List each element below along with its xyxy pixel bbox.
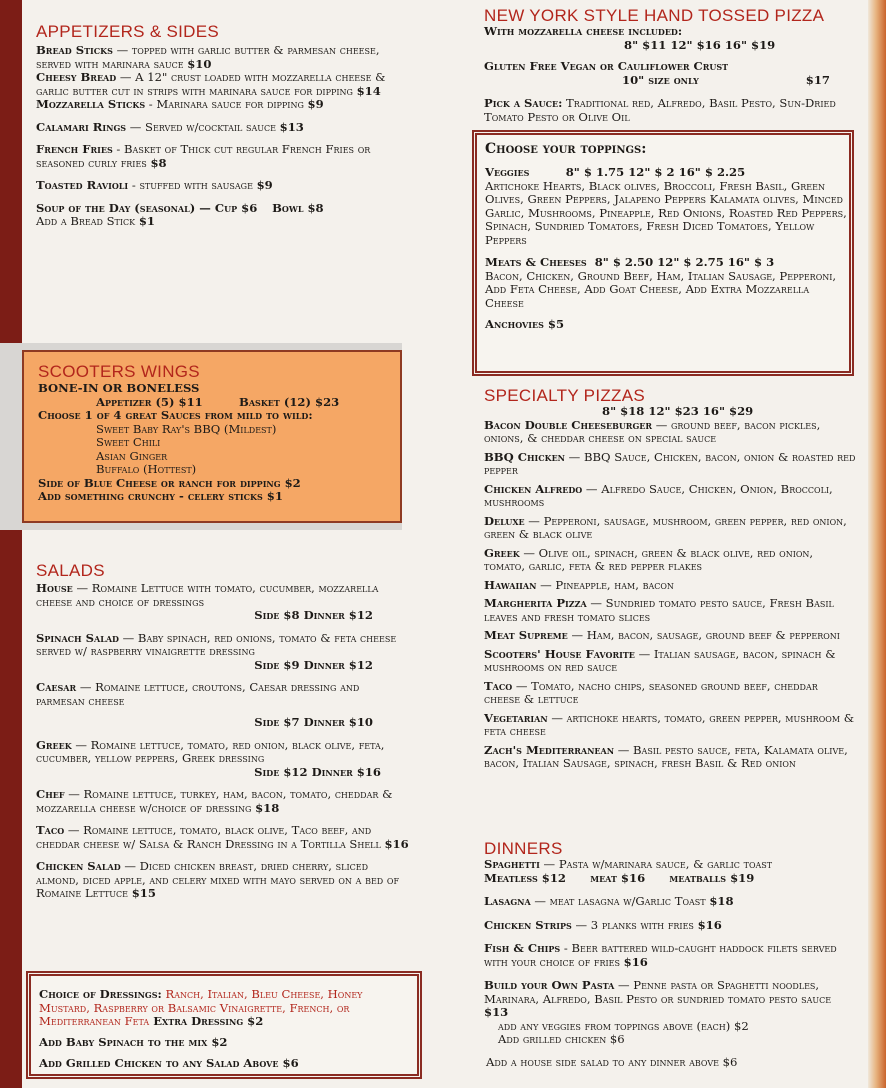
spaghetti-options: Meatless $12 meat $16 meatballs $19 <box>484 870 755 885</box>
specialty-title: SPECIALTY PIZZAS <box>484 386 645 405</box>
gluten-free-size: 10" size only $17 <box>622 72 830 87</box>
house-side-add: Add a house side salad to any dinner above $6 <box>486 1054 738 1069</box>
appetizers-title: APPETIZERS & SIDES <box>36 22 220 41</box>
wings-title: SCOOTERS WINGS <box>38 362 200 381</box>
specialty-item: BBQ Chicken — BBQ Sauce, Chicken, bacon, onion & roasted red pepper <box>484 449 856 477</box>
salad-item: House — Romaine Lettuce with tomato, cucumber, mozzarella cheese and choice of dressings <box>36 581 379 609</box>
menu-item: Bread Sticks — topped with garlic butter & parmesan cheese, served with marinara sauce $10 <box>36 43 380 71</box>
pizza-section <box>484 6 856 124</box>
salad-price: Side $8 Dinner $12 <box>254 608 373 622</box>
dinner-spaghetti: Spaghetti — Pasta w/marinara sauce, & garlic toast <box>484 857 773 871</box>
wings-choose: Choose 1 of 4 great Sauces from mild to wild: <box>38 408 313 422</box>
pasta-veg-add: add any veggies from toppings above (each) $2 <box>498 1018 749 1033</box>
salad-item: Taco — Romaine lettuce, tomato, black olive, Taco beef, and cheddar cheese w/ Salsa & Ranch Dressing in a Tortilla Shell $16 <box>36 823 409 851</box>
specialty-item: Chicken Alfredo — Alfredo Sauce, Chicken, Onion, Broccoli, mushrooms <box>484 481 833 509</box>
salad-price: Side $7 Dinner $10 <box>254 715 373 729</box>
specialty-item: Taco — Tomato, nacho chips, seasoned ground beef, cheddar cheese & lettuce <box>484 678 818 706</box>
dinner-pasta: Build your Own Pasta — Penne pasta or Spaghetti noodles, Marinara, Alfredo, Basil Pesto or sundried tomato pesto sauce $13 <box>484 978 832 1019</box>
meats-header: Meats & Cheeses 8" $ 2.50 12" $ 2.75 16" $ 3 <box>485 255 775 269</box>
salads-title: SALADS <box>36 561 105 580</box>
soup-extra: Add a Bread Stick $1 <box>36 214 155 228</box>
left-border-strip <box>0 0 22 1088</box>
pasta-chicken-add: Add grilled chicken $6 <box>498 1032 625 1046</box>
salad-price: Side $12 Dinner $16 <box>254 764 381 779</box>
pick-sauce: Pick a Sauce: Traditional red, Alfredo, Basil Pesto, Sun-Dried Tomato Pesto or Olive Oil <box>484 96 836 124</box>
add-chicken: Add Grilled Chicken to any Salad Above $6 <box>39 1056 299 1070</box>
gluten-free: Gluten Free Vegan or Cauliflower Crust <box>484 59 729 73</box>
dinners-section <box>484 839 856 1069</box>
specialty-item: Vegetarian — artichoke hearts, tomato, green pepper, mushroom & feta cheese <box>484 710 855 738</box>
salads-section <box>36 561 411 901</box>
dinner-fish: Fish & Chips - Beer battered wild-caught haddock filets served with your choice of fries $16 <box>484 941 837 969</box>
specialty-item: Scooters' House Favorite — Italian sausage, bacon, spinach & mushrooms on red sauce <box>484 646 836 674</box>
salad-item: Spinach Salad — Baby spinach, red onions, tomato & feta cheese served w/ raspberry vinaigrette dressing <box>36 630 397 658</box>
toppings-title: Choose your toppings: <box>485 141 647 157</box>
menu-item: Toasted Ravioli - stuffed with sausage $9 <box>36 178 273 192</box>
salad-item: Greek — Romaine lettuce, tomato, red onion, black olive, feta, cucumber, yellow peppers, Greek dressing <box>36 737 385 765</box>
sauce-item: Sweet Chili <box>96 435 161 449</box>
pizza-with: With mozzarella cheese included: <box>484 24 683 38</box>
menu-item: Mozzarella Sticks - Marinara sauce for dipping $9 <box>36 97 324 111</box>
menu-item: Cheesy Bread — A 12" crust loaded with mozzarella cheese & garlic butter cut in strips with marinara sauce for dipping $14 <box>36 70 386 98</box>
specialty-section <box>484 386 856 771</box>
salad-item: Caesar — Romaine lettuce, croutons, Caesar dressing and parmesan cheese <box>36 680 360 708</box>
salad-item: Chicken Salad — Diced chicken breast, dried cherry, sliced almond, diced apple, and celery mixed with mayo served on a bed of Romaine Lettuce $15 <box>36 859 400 900</box>
sauce-item: Sweet Baby Ray's BBQ (Mildest) <box>96 421 277 436</box>
wings-section <box>22 350 402 523</box>
salad-item: Chef — Romaine lettuce, turkey, ham, bacon, tomato, cheddar & mozzarella cheese w/choice of dressing $18 <box>36 787 393 815</box>
wings-crunchy: Add something crunchy - celery sticks $1 <box>38 489 283 503</box>
pizza-title: NEW YORK STYLE HAND TOSSED PIZZA <box>484 6 825 25</box>
dinners-title: DINNERS <box>484 839 563 858</box>
anchovies: Anchovies $5 <box>485 317 565 331</box>
pizza-sizes: 8" $11 12" $16 16" $19 <box>624 37 776 52</box>
dressings-list: Choice of Dressings: Ranch, Italian, Bleu Cheese, Honey Mustard, Raspberry or Balsamic Vinaigrette, French, or Mediterranean Feta Extra Dressing $2 <box>39 987 363 1028</box>
specialty-item: Greek — Olive oil, spinach, green & black olive, red onion, tomato, garlic, feta & red pepper flakes <box>484 545 814 573</box>
specialty-item: Deluxe — Pepperoni, sausage, mushroom, green pepper, red onion, green & black olive <box>484 513 847 541</box>
veggies-list: Artichoke Hearts, Black olives, Broccoli, Fresh Basil, Green Olives, Green Peppers, Jalapeno Peppers Kalamata olives, Minced Garlic, Mushrooms, Pineapple, Red Onions, Roasted Red Peppers, Spinach, Sundried Tomatoes, Fresh Diced Tomatoes, Yellow Peppers <box>485 178 847 247</box>
specialty-item: Margherita Pizza — Sundried tomato pesto sauce, Fresh Basil leaves and fresh tomato slices <box>484 596 834 624</box>
specialty-item: Meat Supreme — Ham, bacon, sausage, ground beef & pepperoni <box>484 628 840 642</box>
appetizers-section <box>36 22 416 229</box>
soup-item: Soup of the Day (seasonal) — Cup $6 Bowl $8 <box>36 200 324 215</box>
menu-item: Calamari Rings — Served w/cocktail sauce $13 <box>36 119 304 134</box>
dinner-strips: Chicken Strips — 3 planks with fries $16 <box>484 917 722 932</box>
sauce-item: Asian Ginger <box>96 448 168 463</box>
wings-prices: Appetizer (5) $11 Basket (12) $23 <box>96 394 340 409</box>
menu-item: French Fries - Basket of Thick cut regular French Fries or seasoned curly fries $8 <box>36 142 371 170</box>
specialty-item: Hawaiian — Pineapple, ham, bacon <box>484 577 674 592</box>
meats-list: Bacon, Chicken, Ground Beef, Ham, Italian Sausage, Pepperoni, Add Feta Cheese, Add Goat Cheese, Add Extra Mozzarella Cheese <box>485 268 837 310</box>
specialty-item: Zach's Mediterranean — Basil pesto sauce, feta, Kalamata olive, bacon, Italian Sausage, spinach, fresh Basil & Red onion <box>484 742 848 770</box>
specialty-item: Bacon Double Cheeseburger — ground beef, bacon pickles, onions, & cheddar cheese on special sauce <box>484 417 821 445</box>
right-border-strip <box>868 0 886 1088</box>
salad-price: Side $9 Dinner $12 <box>254 657 373 672</box>
specialty-sizes: 8" $18 12" $23 16" $29 <box>602 404 754 418</box>
add-spinach: Add Baby Spinach to the mix $2 <box>39 1034 228 1049</box>
toppings-box <box>472 130 854 376</box>
wings-subtitle: BONE-IN OR BONELESS <box>38 381 200 395</box>
dinner-lasagna: Lasagna — meat lasagna w/Garlic Toast $18 <box>484 894 734 908</box>
dressings-box <box>26 971 422 1079</box>
wings-side: Side of Blue Cheese or ranch for dipping $2 <box>38 475 301 490</box>
veggies-header: Veggies 8" $ 1.75 12" $ 2 16" $ 2.25 <box>485 165 746 179</box>
sauce-item: Buffalo (Hottest) <box>96 462 197 476</box>
